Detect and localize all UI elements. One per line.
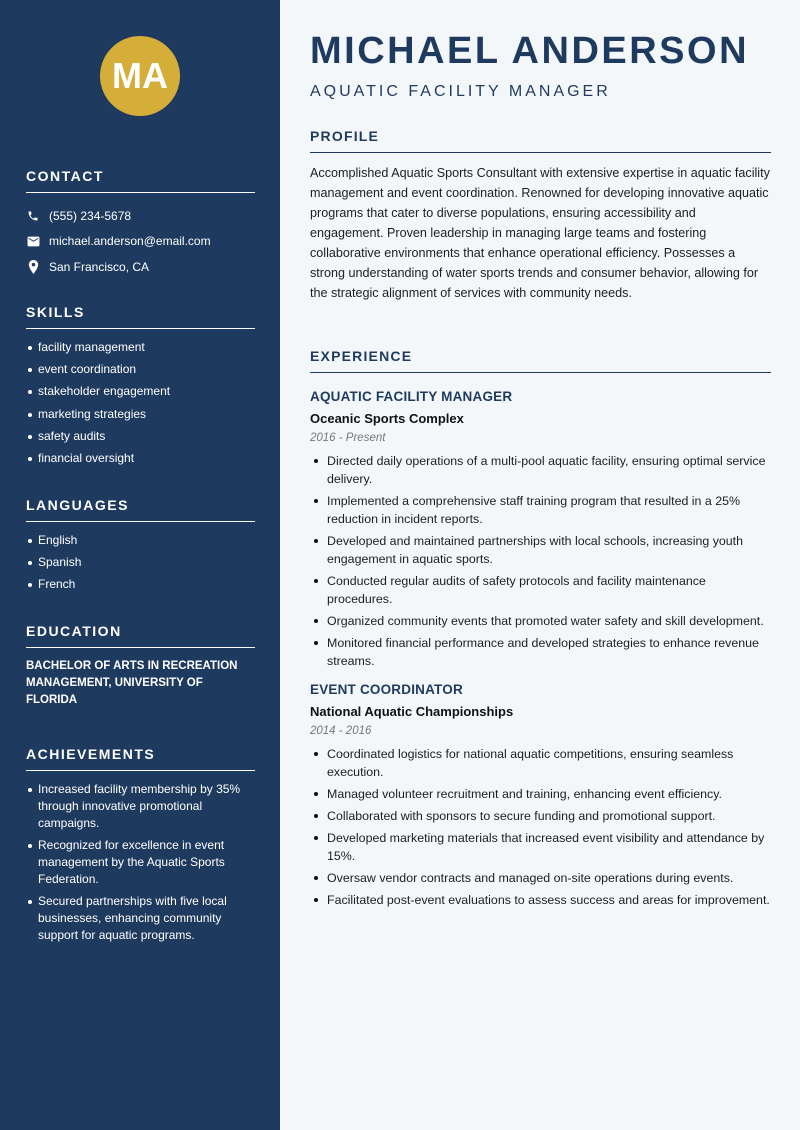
contact-email-text[interactable]: michael.anderson@email.com bbox=[49, 234, 211, 249]
achievements-list bbox=[26, 781, 255, 944]
job-bullets bbox=[310, 452, 771, 670]
education-section bbox=[26, 623, 255, 709]
contact-phone-text[interactable]: (555) 234-5678 bbox=[49, 208, 132, 223]
job-bullet: Monitored financial performance and developed strategies to enhance revenue streams. bbox=[310, 634, 771, 670]
language-item: English bbox=[26, 532, 255, 549]
skill-item: stakeholder engagement bbox=[26, 383, 255, 400]
avatar: MA bbox=[100, 36, 180, 116]
job-company: National Aquatic Championships bbox=[310, 704, 514, 719]
experience-section bbox=[310, 348, 771, 913]
job-dates: 2014 - 2016 bbox=[310, 725, 372, 737]
job-bullet: Collaborated with sponsors to secure funding and promotional support. bbox=[310, 807, 771, 825]
skills-heading: SKILLS bbox=[26, 304, 255, 329]
job-entry bbox=[310, 682, 771, 909]
experience-heading: EXPERIENCE bbox=[310, 348, 771, 373]
achievement-item: Recognized for excellence in event management by the Aquatic Sports Federation. bbox=[26, 837, 255, 888]
job-bullet: Managed volunteer recruitment and training, enhancing event efficiency. bbox=[310, 785, 771, 803]
contact-email bbox=[26, 229, 255, 255]
profile-heading: PROFILE bbox=[310, 128, 771, 153]
job-bullet: Conducted regular audits of safety protocols and facility maintenance procedures. bbox=[310, 572, 771, 608]
job-bullet: Coordinated logistics for national aquatic competitions, ensuring seamless execution. bbox=[310, 745, 771, 781]
skills-section bbox=[26, 304, 255, 472]
job-bullet: Oversaw vendor contracts and managed on-site operations during events. bbox=[310, 869, 771, 887]
job-bullet: Facilitated post-event evaluations to assess success and areas for improvement. bbox=[310, 891, 771, 909]
achievement-item: Secured partnerships with five local businesses, enhancing community support for aquatic programs. bbox=[26, 893, 255, 944]
achievements-section bbox=[26, 746, 255, 950]
achievement-item: Increased facility membership by 35% through innovative promotional campaigns. bbox=[26, 781, 255, 832]
skill-item: facility management bbox=[26, 339, 255, 356]
candidate-title: AQUATIC FACILITY MANAGER bbox=[310, 83, 611, 100]
job-entry bbox=[310, 389, 771, 670]
job-title: AQUATIC FACILITY MANAGER bbox=[310, 389, 513, 404]
phone-icon bbox=[26, 209, 40, 223]
email-icon bbox=[26, 234, 40, 248]
job-bullet: Implemented a comprehensive staff training program that resulted in a 25% reduction in incident reports. bbox=[310, 492, 771, 528]
achievements-heading: ACHIEVEMENTS bbox=[26, 746, 255, 771]
skill-item: safety audits bbox=[26, 428, 255, 445]
profile-section bbox=[310, 128, 771, 303]
contact-section bbox=[26, 168, 255, 280]
location-pin-icon bbox=[26, 260, 40, 274]
job-bullet: Developed marketing materials that increased event visibility and attendance by 15%. bbox=[310, 829, 771, 865]
skill-item: event coordination bbox=[26, 361, 255, 378]
contact-location bbox=[26, 254, 255, 280]
language-item: French bbox=[26, 576, 255, 593]
job-title: EVENT COORDINATOR bbox=[310, 682, 463, 697]
education-heading: EDUCATION bbox=[26, 623, 255, 648]
contact-phone bbox=[26, 203, 255, 229]
candidate-name: MICHAEL ANDERSON bbox=[310, 30, 750, 72]
skill-item: marketing strategies bbox=[26, 406, 255, 423]
job-bullets bbox=[310, 745, 771, 909]
language-item: Spanish bbox=[26, 554, 255, 571]
job-bullet: Directed daily operations of a multi-pool aquatic facility, ensuring optimal service delivery. bbox=[310, 452, 771, 488]
contact-heading: CONTACT bbox=[26, 168, 255, 193]
contact-list bbox=[26, 203, 255, 280]
languages-list bbox=[26, 532, 255, 593]
job-bullet: Organized community events that promoted water safety and skill development. bbox=[310, 612, 771, 630]
sidebar bbox=[0, 0, 280, 1130]
skill-item: financial oversight bbox=[26, 450, 255, 467]
contact-location-text: San Francisco, CA bbox=[49, 259, 150, 274]
main-content bbox=[280, 0, 800, 1130]
skills-list bbox=[26, 339, 255, 467]
profile-text: Accomplished Aquatic Sports Consultant with extensive expertise in aquatic facility management and event coordination. Renowned for developing innovative aquatic programs that cater to diverse populations, ensuring accessibility and engagement. Proven leadership in managing large teams and fostering collaborative environments that enhance operational efficiency. Possesses a strong understanding of water sports trends and consumer behavior, allowing for the strategic alignment of services with community needs. bbox=[310, 166, 770, 300]
job-dates: 2016 - Present bbox=[310, 432, 386, 444]
languages-section bbox=[26, 497, 255, 599]
job-bullet: Developed and maintained partnerships with local schools, increasing youth engagement in aquatic sports. bbox=[310, 532, 771, 568]
job-company: Oceanic Sports Complex bbox=[310, 411, 464, 426]
languages-heading: LANGUAGES bbox=[26, 497, 255, 522]
education-degree: BACHELOR OF ARTS IN RECREATION MANAGEMENT, UNIVERSITY OF FLORIDA bbox=[26, 660, 238, 706]
